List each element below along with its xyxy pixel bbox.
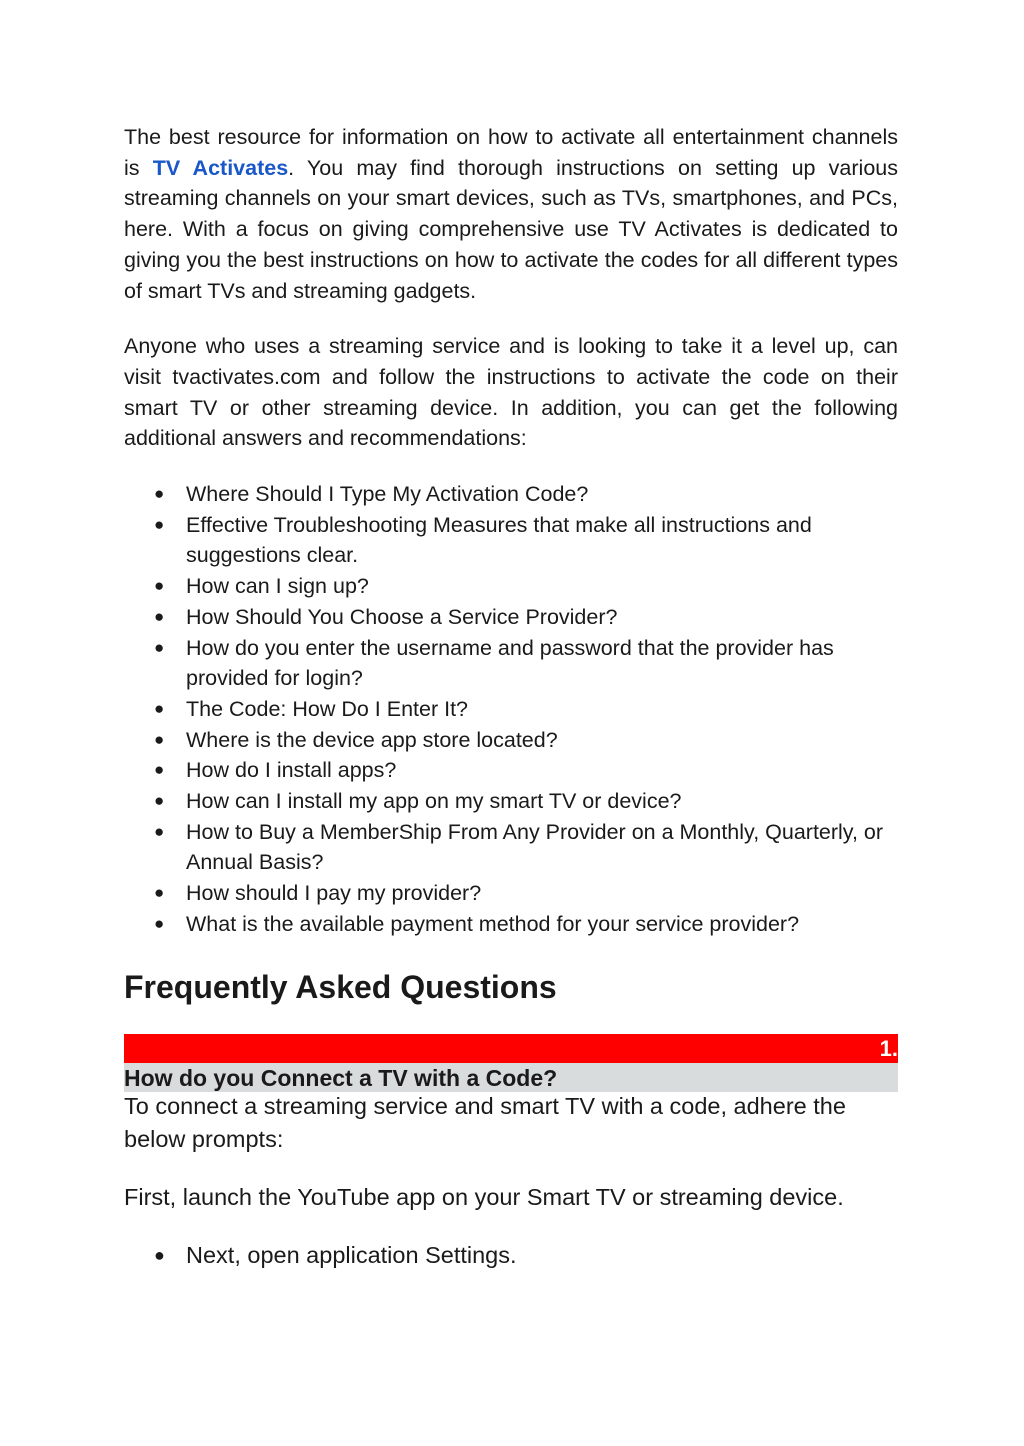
list-item-text: Where Should I Type My Activation Code?	[186, 482, 589, 507]
list-item	[124, 786, 898, 817]
faq-step-first: First, launch the YouTube app on your Smart TV or streaming device.	[124, 1183, 844, 1210]
intro-text-before-link: The best resource for information on how to activate all entertainment channels is	[124, 125, 898, 180]
list-item	[124, 878, 898, 909]
list-item-text: How do you enter the username and password that the provider has provided for login?	[186, 635, 834, 691]
bullet-icon: ●	[154, 913, 165, 933]
document-page	[124, 122, 898, 1272]
list-item-text: How Should You Choose a Service Provider?	[186, 604, 618, 629]
list-item	[124, 571, 898, 602]
list-item-text: Where is the device app store located?	[186, 727, 558, 752]
bullet-icon: ●	[154, 1244, 165, 1265]
list-item-text: How do I install apps?	[186, 758, 397, 783]
list-item	[124, 755, 898, 786]
faq-question-bar	[124, 1063, 898, 1092]
bullet-icon: ●	[154, 791, 165, 811]
bullet-icon: ●	[154, 698, 165, 718]
list-item	[124, 1239, 898, 1272]
tv-activates-link[interactable]: TV Activates	[152, 155, 289, 180]
list-item	[124, 479, 898, 510]
bullet-icon: ●	[154, 484, 165, 504]
faq-question: How do you Connect a TV with a Code?	[124, 1064, 558, 1091]
list-item-text: How to Buy a MemberShip From Any Provider on a Monthly, Quarterly, or Annual Basis?	[186, 819, 884, 875]
list-item	[124, 817, 898, 878]
intro-paragraph	[124, 122, 898, 306]
bullet-icon: ●	[154, 637, 165, 657]
recommendations-list	[124, 479, 898, 940]
list-item	[124, 602, 898, 633]
bullet-icon: ●	[154, 514, 165, 534]
list-item-text: What is the available payment method for your service provider?	[186, 911, 800, 936]
list-item-text: How can I sign up?	[186, 574, 369, 599]
faq-heading: Frequently Asked Questions	[124, 968, 557, 1005]
bullet-icon: ●	[154, 606, 165, 626]
list-item-text: Next, open application Settings.	[186, 1241, 517, 1268]
list-item-text: Effective Troubleshooting Measures that make all instructions and suggestions clear.	[186, 512, 812, 568]
list-item	[124, 725, 898, 756]
faq-steps-list	[124, 1239, 898, 1272]
faq-number: 1.	[879, 1035, 898, 1061]
bullet-icon: ●	[154, 729, 165, 749]
list-item-text: How should I pay my provider?	[186, 881, 482, 906]
list-item	[124, 510, 898, 571]
faq-answer: To connect a streaming service and smart TV with a code, adhere the below prompts:	[124, 1092, 846, 1152]
intro-text-after-link: . You may find thorough instructions on setting up various streaming channels on your smart devices, such as TVs, smartphones, and PCs, here. With a focus on giving comprehensive use TV Activates is dedicated to giving you the best instructions on how to activate the codes for all different types of smart TVs and streaming gadgets.	[124, 155, 898, 303]
bullet-icon: ●	[154, 821, 165, 841]
faq-number-bar	[124, 1034, 898, 1063]
list-item	[124, 694, 898, 725]
bullet-icon: ●	[154, 576, 165, 596]
list-item-text: How can I install my app on my smart TV or device?	[186, 789, 682, 814]
list-item	[124, 909, 898, 940]
list-item-text: The Code: How Do I Enter It?	[186, 696, 469, 721]
bullet-icon: ●	[154, 883, 165, 903]
second-paragraph: Anyone who uses a streaming service and is looking to take it a level up, can visit tvactivates.com and follow the instructions to activate the code on their smart TV or other streaming device. In addition, you can get the following additional answers and recommendations:	[124, 334, 898, 451]
list-item	[124, 633, 898, 694]
bullet-icon: ●	[154, 760, 165, 780]
